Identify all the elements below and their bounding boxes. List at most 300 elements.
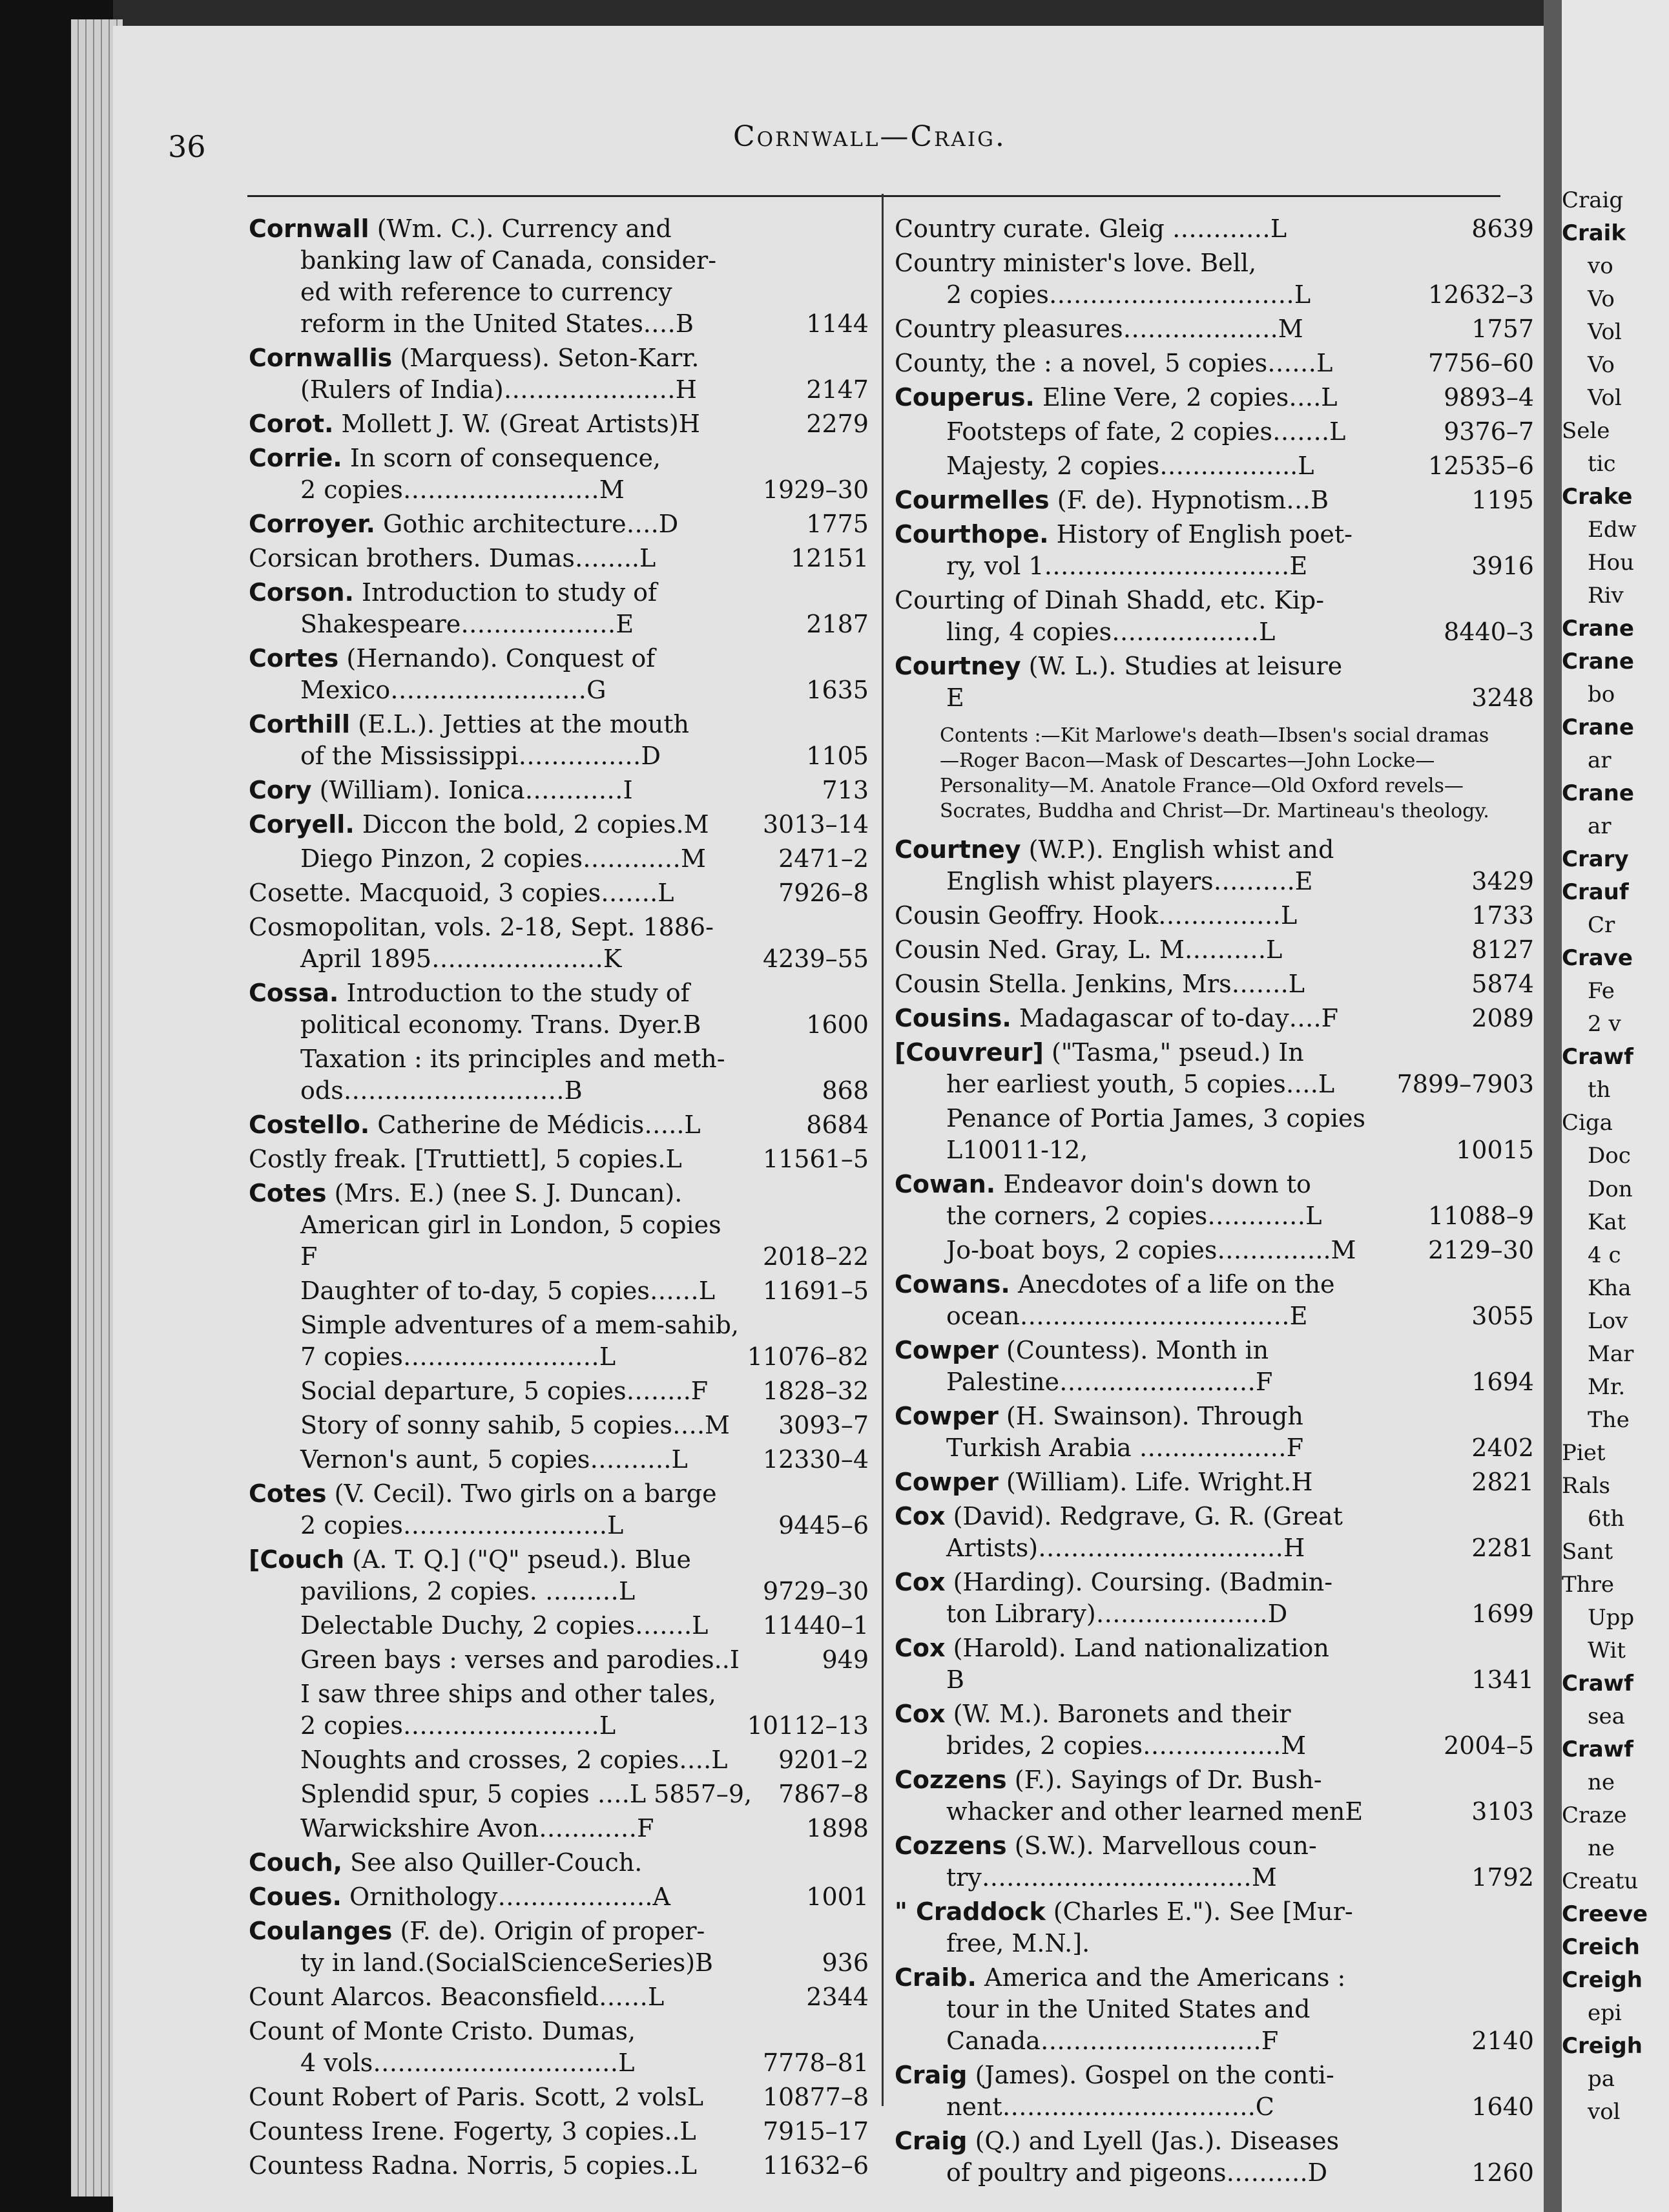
shelf-number: 5874	[1471, 970, 1534, 998]
adjacent-page-text: Vol	[1588, 385, 1622, 412]
adjacent-page-text: Sele	[1562, 418, 1610, 444]
entry-line	[249, 308, 869, 340]
catalog-entry	[895, 247, 1534, 311]
entry-line	[249, 740, 869, 772]
entry-line	[895, 834, 1534, 866]
adjacent-page-text: Ciga	[1562, 1110, 1613, 1136]
entry-text: Introduction to the study of	[346, 979, 690, 1007]
shelf-number: 2147	[806, 375, 869, 404]
catalog-entry	[895, 485, 1534, 516]
shelf-number: 3916	[1471, 552, 1534, 580]
catalog-entry	[249, 877, 869, 909]
shelf-number: 1828–32	[762, 1377, 869, 1405]
adjacent-page-text: ar	[1588, 813, 1612, 840]
entry-text: Country curate. Gleig …………L	[895, 214, 1287, 243]
entry-line	[249, 213, 869, 245]
entry-text: See also Quiller-Couch.	[350, 1848, 643, 1877]
catalog-entry	[895, 651, 1534, 714]
entry-line	[249, 1710, 869, 1742]
entry-line	[249, 1444, 869, 1476]
entry-heading: Coulanges	[249, 1917, 393, 1945]
entry-text: ocean……………………………E	[946, 1302, 1308, 1330]
entry-text: Shakespeare…………….…E	[300, 610, 634, 638]
entry-text: Daughter of to-day, 5 copies……L	[300, 1277, 716, 1305]
catalog-entry	[249, 1981, 869, 2013]
catalog-entry	[895, 934, 1534, 966]
adjacent-page-text: The	[1588, 1406, 1630, 1433]
shelf-number: 12330–4	[762, 1445, 869, 1474]
entry-line	[895, 1730, 1534, 1762]
shelf-number: 868	[822, 1076, 869, 1105]
entry-text: ("Tasma," pseud.) In	[1051, 1038, 1304, 1067]
entry-text: ed with reference to currency	[300, 278, 672, 306]
entry-text: ty in land.(SocialScienceSeries)B	[300, 1948, 713, 1977]
entry-heading: Courmelles	[895, 486, 1050, 514]
entry-line	[895, 585, 1534, 616]
entry-text: tour in the United States and	[946, 1995, 1311, 2023]
entry-text: Costly freak. [Truttiett], 5 copies.L	[249, 1145, 682, 1173]
catalog-entry	[249, 1678, 869, 1742]
entry-line	[895, 1235, 1534, 1266]
entry-line	[895, 682, 1534, 714]
shelf-number: 11691–5	[762, 1277, 869, 1305]
entry-line	[249, 1644, 869, 1676]
entry-text: B	[946, 1665, 964, 1694]
entry-text: Catherine de Médicis…..L	[377, 1111, 701, 1139]
entry-text: Majesty, 2 copies……………..L	[946, 452, 1314, 480]
entry-text: ling, 4 copies………………L	[946, 618, 1276, 646]
adjacent-page-text: Wit	[1588, 1637, 1626, 1664]
entry-line	[895, 866, 1534, 897]
entry-text: (F. de). Hypnotism…B	[1057, 486, 1329, 514]
entry-line	[249, 1678, 869, 1710]
entry-line	[895, 1366, 1534, 1398]
entry-line	[895, 2025, 1534, 2057]
entry-text: Cosmopolitan, vols. 2-18, Sept. 1886-	[249, 913, 714, 941]
entry-text: 2 copies……………………L	[300, 1711, 616, 1740]
entry-text: political economy. Trans. Dyer.B	[300, 1010, 701, 1039]
shelf-number: 3248	[1471, 683, 1534, 712]
shelf-number: 1733	[1471, 901, 1534, 930]
entry-line	[895, 485, 1534, 516]
catalog-entry	[895, 900, 1534, 932]
entry-line	[249, 1341, 869, 1373]
entry-line	[895, 2157, 1534, 2189]
entry-text: the corners, 2 copies…………L	[946, 1202, 1322, 1230]
shelf-number: 9201–2	[778, 1746, 869, 1774]
entry-heading: Cowper	[895, 1468, 999, 1496]
entry-line	[895, 382, 1534, 413]
catalog-entry	[249, 1309, 869, 1373]
adjacent-page-text: Creeve	[1562, 1901, 1648, 1927]
catalog-entry	[895, 1567, 1534, 1630]
adjacent-page-fragment	[1562, 0, 1669, 2212]
adjacent-page-text: Vol	[1588, 319, 1622, 346]
entry-heading: Courthope.	[895, 520, 1049, 548]
adjacent-page-text: Crane	[1562, 616, 1634, 642]
shelf-number: 7915–17	[762, 2117, 869, 2145]
entry-line	[249, 977, 869, 1009]
entry-line	[249, 1779, 869, 1810]
adjacent-page-text: Kat	[1588, 1209, 1626, 1235]
running-head: Cornwall—Craig.	[733, 120, 1006, 153]
adjacent-page-text: ne	[1588, 1835, 1615, 1861]
entry-line	[895, 416, 1534, 448]
adjacent-page-text: 6th	[1588, 1505, 1625, 1532]
shelf-number: 12632–3	[1427, 280, 1534, 309]
entry-line	[249, 1309, 869, 1341]
shelf-number: 7899–7903	[1396, 1070, 1534, 1098]
entry-text: Ornithology……………….A	[349, 1883, 670, 1911]
entry-text: (Countess). Month in	[1006, 1336, 1269, 1364]
entry-line	[895, 1169, 1534, 1200]
entry-heading: Cox	[895, 1700, 946, 1728]
entry-line	[895, 1633, 1534, 1664]
entry-text: Introduction to study of	[362, 578, 658, 607]
entry-heading: Cozzens	[895, 1766, 1007, 1794]
entry-heading: Cowans.	[895, 1270, 1010, 1299]
adjacent-page-text: Crauf	[1562, 879, 1629, 906]
entry-line	[895, 1598, 1534, 1630]
entry-heading: Cornwall	[249, 214, 369, 243]
shelf-number: 1898	[806, 1814, 869, 1842]
entry-text: (H. Swainson). Through	[1006, 1402, 1303, 1430]
entry-line	[249, 709, 869, 740]
entry-line	[895, 247, 1534, 279]
adjacent-page-text: Creigh	[1562, 2032, 1643, 2059]
entry-line	[249, 843, 869, 875]
entry-text: April 1895…………………K	[300, 944, 622, 973]
catalog-entry	[895, 348, 1534, 379]
catalog-entry	[895, 585, 1534, 648]
shelf-number: 10015	[1456, 1136, 1534, 1164]
shelf-number: 10877–8	[762, 2083, 869, 2111]
entry-text: Taxation : its principles and meth-	[300, 1045, 725, 1073]
entry-line	[249, 2082, 869, 2113]
entry-line	[895, 1103, 1534, 1134]
catalog-entry	[895, 1830, 1534, 1894]
entry-line	[895, 279, 1534, 311]
entry-text: (E.L.). Jetties at the mouth	[358, 710, 689, 738]
catalog-entry	[249, 1847, 869, 1879]
entry-heading: Corson.	[249, 578, 354, 607]
shelf-number: 2281	[1471, 1534, 1534, 1562]
entry-line	[249, 943, 869, 975]
shelf-number: 3103	[1471, 1797, 1534, 1826]
entry-line	[249, 775, 869, 806]
entry-heading: Cowper	[895, 1336, 999, 1364]
entry-text: (S.W.). Marvellous coun-	[1014, 1831, 1317, 1860]
shelf-number: 2018–22	[762, 1242, 869, 1271]
catalog-entry	[249, 643, 869, 706]
catalog-entry	[895, 1037, 1534, 1100]
adjacent-page-text: Lov	[1588, 1308, 1628, 1334]
entry-text: (A. T. Q.] ("Q" pseud.). Blue	[352, 1545, 691, 1574]
entry-line	[249, 1410, 869, 1441]
entry-line	[249, 809, 869, 840]
entry-text: In scorn of consequence,	[349, 444, 661, 472]
entry-heading: Cousins.	[895, 1004, 1011, 1032]
catalog-entry	[895, 1169, 1534, 1232]
entry-heading: Craib.	[895, 1963, 977, 1992]
entry-text: ry, vol 1…………………………E	[946, 552, 1308, 580]
entry-text: F	[300, 1242, 318, 1271]
entry-text: Penance of Portia James, 3 copies	[946, 1104, 1366, 1132]
shelf-number: 1929–30	[762, 475, 869, 504]
shelf-number: 2279	[806, 410, 869, 438]
shelf-number: 10112–13	[747, 1711, 869, 1740]
entry-line	[895, 1928, 1534, 1959]
entry-line	[249, 1275, 869, 1307]
entry-heading: Cozzens	[895, 1831, 1007, 1860]
entry-text: Madagascar of to-day….F	[1019, 1004, 1339, 1032]
shelf-number: 8127	[1471, 935, 1534, 964]
catalog-entry	[249, 1744, 869, 1776]
entry-line	[249, 609, 869, 640]
catalog-entry	[249, 1881, 869, 1913]
shelf-number: 2089	[1471, 1004, 1534, 1032]
entry-line	[895, 313, 1534, 345]
entry-line	[249, 1375, 869, 1407]
catalog-entry	[895, 416, 1534, 448]
entry-line	[895, 1134, 1534, 1166]
adjacent-page-text: Upp	[1588, 1604, 1635, 1631]
entry-line	[895, 213, 1534, 245]
adjacent-page-text: Crawf	[1562, 1670, 1633, 1696]
entry-line	[249, 1813, 869, 1844]
entry-line	[249, 1947, 869, 1979]
entry-text: Corsican brothers. Dumas……..L	[249, 544, 656, 572]
entry-text: (Hernando). Conquest of	[346, 644, 656, 673]
entry-text: Artists)…………………………H	[946, 1534, 1305, 1562]
shelf-number: 12151	[791, 544, 869, 572]
entry-line	[249, 1109, 869, 1141]
entry-line	[249, 1610, 869, 1642]
adjacent-page-text: Crary	[1562, 846, 1629, 873]
entry-text: banking law of Canada, consider-	[300, 246, 717, 275]
catalog-entry	[249, 1444, 869, 1476]
shelf-number: 713	[822, 776, 869, 804]
entry-text: ton Library)…………………D	[946, 1600, 1288, 1628]
entry-line	[249, 508, 869, 540]
entry-line	[895, 450, 1534, 482]
catalog-entry	[249, 2150, 869, 2182]
shelf-number: 1144	[806, 309, 869, 338]
entry-line	[895, 519, 1534, 550]
entry-text: (F.). Sayings of Dr. Bush-	[1014, 1766, 1322, 1794]
entry-heading: [Couch	[249, 1545, 344, 1574]
adjacent-page-text: 4 c	[1588, 1242, 1621, 1268]
entry-text: free, M.N.].	[946, 1929, 1090, 1957]
adjacent-page-text: ne	[1588, 1769, 1615, 1795]
entry-text: Cousin Geoffry. Hook……………L	[895, 901, 1298, 930]
adjacent-page-text: Doc	[1588, 1143, 1631, 1169]
entry-text: (William). Life. Wright.H	[1006, 1468, 1313, 1496]
entry-line	[895, 1567, 1534, 1598]
entry-line	[895, 1300, 1534, 1332]
entry-line	[249, 2016, 869, 2047]
shelf-number: 1600	[806, 1010, 869, 1039]
entry-line	[249, 374, 869, 406]
catalog-entry	[249, 408, 869, 440]
shelf-number: 1260	[1471, 2158, 1534, 2187]
catalog-entry	[249, 843, 869, 875]
catalog-entry	[895, 450, 1534, 482]
entry-text: Green bays : verses and parodies..I	[300, 1645, 740, 1674]
entry-line	[249, 342, 869, 374]
entry-heading: Cox	[895, 1634, 946, 1662]
entry-text: Anecdotes of a life on the	[1017, 1270, 1335, 1299]
catalog-entry	[249, 1644, 869, 1676]
catalog-entry	[895, 1896, 1534, 1959]
entry-text: try……………………………M	[946, 1863, 1277, 1892]
catalog-entry	[895, 213, 1534, 245]
catalog-entry	[249, 977, 869, 1041]
entry-line	[249, 543, 869, 574]
entry-line	[895, 2125, 1534, 2157]
entry-heading: [Couvreur]	[895, 1038, 1044, 1067]
adjacent-page-text: Crawf	[1562, 1736, 1633, 1762]
catalog-entry	[895, 1269, 1534, 1332]
adjacent-page-text: th	[1588, 1077, 1611, 1103]
entry-text: 2 copies…………………….L	[300, 1511, 624, 1539]
entry-heading: Cornwallis	[249, 344, 393, 372]
adjacent-page-text: ar	[1588, 747, 1612, 774]
entry-line	[249, 1478, 869, 1510]
left-column	[249, 213, 869, 2184]
shelf-number: 3055	[1471, 1302, 1534, 1330]
entry-line	[249, 1576, 869, 1607]
entry-heading: Corroyer.	[249, 510, 375, 538]
entry-line	[249, 1510, 869, 1541]
catalog-entry	[895, 1003, 1534, 1034]
shelf-number: 2471–2	[778, 844, 869, 873]
shelf-number: 949	[822, 1645, 869, 1674]
shelf-number: 2140	[1471, 2027, 1534, 2055]
entry-line	[895, 1037, 1534, 1069]
catalog-entry	[895, 968, 1534, 1000]
shelf-number: 1635	[806, 676, 869, 704]
shelf-number: 2004–5	[1444, 1731, 1534, 1760]
entry-text: (Q.) and Lyell (Jas.). Diseases	[975, 2127, 1340, 2155]
adjacent-page-text: Thre	[1562, 1571, 1614, 1598]
entry-line	[895, 1466, 1534, 1498]
catalog-entry	[895, 519, 1534, 582]
shelf-number: 2129–30	[1427, 1236, 1534, 1264]
adjacent-page-text: Kha	[1588, 1275, 1632, 1301]
catalog-entry	[249, 543, 869, 574]
entry-text: Simple adventures of a mem-sahib,	[300, 1311, 739, 1339]
shelf-number: 3013–14	[762, 810, 869, 839]
entry-heading: Courtney	[895, 835, 1021, 864]
catalog-entry	[249, 2116, 869, 2147]
entry-text: L10011-12,	[946, 1136, 1088, 1164]
entry-line	[895, 348, 1534, 379]
catalog-entry	[249, 342, 869, 406]
entry-heading: " Craddock	[895, 1897, 1046, 1926]
entry-text: (Harding). Coursing. (Badmin-	[953, 1568, 1333, 1596]
adjacent-page-text: Rals	[1562, 1472, 1610, 1499]
adjacent-page-text: vo	[1588, 253, 1613, 280]
entry-text: 4 vols…………………………L	[300, 2049, 635, 2077]
adjacent-page-text: 2 v	[1588, 1011, 1621, 1038]
entry-text: Social departure, 5 copies……..F	[300, 1377, 709, 1405]
shelf-number: 11440–1	[762, 1611, 869, 1640]
entry-line	[895, 1003, 1534, 1034]
catalog-entry	[249, 775, 869, 806]
catalog-entry	[895, 1764, 1534, 1828]
entry-text: Cousin Stella. Jenkins, Mrs…….L	[895, 970, 1305, 998]
entry-line	[895, 651, 1534, 682]
entry-text: (W.P.). English whist and	[1028, 835, 1334, 864]
adjacent-page-text: Fe	[1588, 978, 1615, 1005]
entry-text: (Harold). Land nationalization	[953, 1634, 1329, 1662]
entry-heading: Cotes	[249, 1179, 327, 1207]
entry-text: (Rulers of India)…………………H	[300, 375, 697, 404]
entry-line	[249, 276, 869, 308]
catalog-entry	[895, 1401, 1534, 1464]
shelf-number: 9445–6	[778, 1511, 869, 1539]
catalog-entry	[249, 912, 869, 975]
entry-line	[249, 912, 869, 943]
adjacent-page-text: Crake	[1562, 484, 1633, 510]
entry-line	[249, 674, 869, 706]
entry-line	[895, 1796, 1534, 1828]
adjacent-page-text: Crave	[1562, 945, 1633, 972]
adjacent-page-text: Craig	[1562, 187, 1624, 213]
entry-line	[249, 877, 869, 909]
entry-text: Palestine……………………F	[946, 1368, 1273, 1396]
entry-text: Splendid spur, 5 copies ….L 5857–9,	[300, 1780, 752, 1808]
entry-heading: Cossa.	[249, 979, 339, 1007]
entry-text: Endeavor doin's down to	[1003, 1170, 1311, 1198]
entry-heading: Cox	[895, 1502, 946, 1530]
catalog-entry	[249, 1410, 869, 1441]
entry-text: whacker and other learned menE	[946, 1797, 1363, 1826]
shelf-number: 9893–4	[1444, 383, 1534, 412]
entry-text: nent………………………….C	[946, 2092, 1274, 2121]
entry-line	[895, 1335, 1534, 1366]
catalog-entry	[895, 2125, 1534, 2189]
catalog-entry	[249, 1610, 869, 1642]
adjacent-page-text: vol	[1588, 2098, 1621, 2125]
shelf-number: 9729–30	[762, 1577, 869, 1605]
entry-line	[249, 1009, 869, 1041]
catalog-entry	[249, 809, 869, 840]
entry-text: (F. de). Origin of proper-	[400, 1917, 705, 1945]
entry-heading: Cortes	[249, 644, 339, 673]
catalog-entry	[249, 577, 869, 640]
shelf-number: 7756–60	[1427, 349, 1534, 377]
entry-text: 2 copies……………………M	[300, 475, 625, 504]
catalog-entry	[249, 1043, 869, 1107]
entry-heading: Corthill	[249, 710, 351, 738]
catalog-entry	[895, 1103, 1534, 1166]
catalog-entry	[249, 1915, 869, 1979]
entry-text: her earliest youth, 5 copies….L	[946, 1070, 1335, 1098]
adjacent-page-text: sea	[1588, 1703, 1625, 1729]
entry-heading: Couch,	[249, 1848, 343, 1877]
entry-text: (Charles E."). See [Mur-	[1053, 1897, 1353, 1926]
adjacent-page-text: Mar	[1588, 1341, 1634, 1367]
entry-text: ods………………………B	[300, 1076, 583, 1105]
entry-text: (W. L.). Studies at leisure	[1028, 652, 1343, 680]
catalog-entry	[895, 1235, 1534, 1266]
shelf-number: 3093–7	[778, 1411, 869, 1439]
shelf-number: 1105	[806, 742, 869, 770]
shelf-number: 8639	[1471, 214, 1534, 243]
catalog-entry	[895, 313, 1534, 345]
